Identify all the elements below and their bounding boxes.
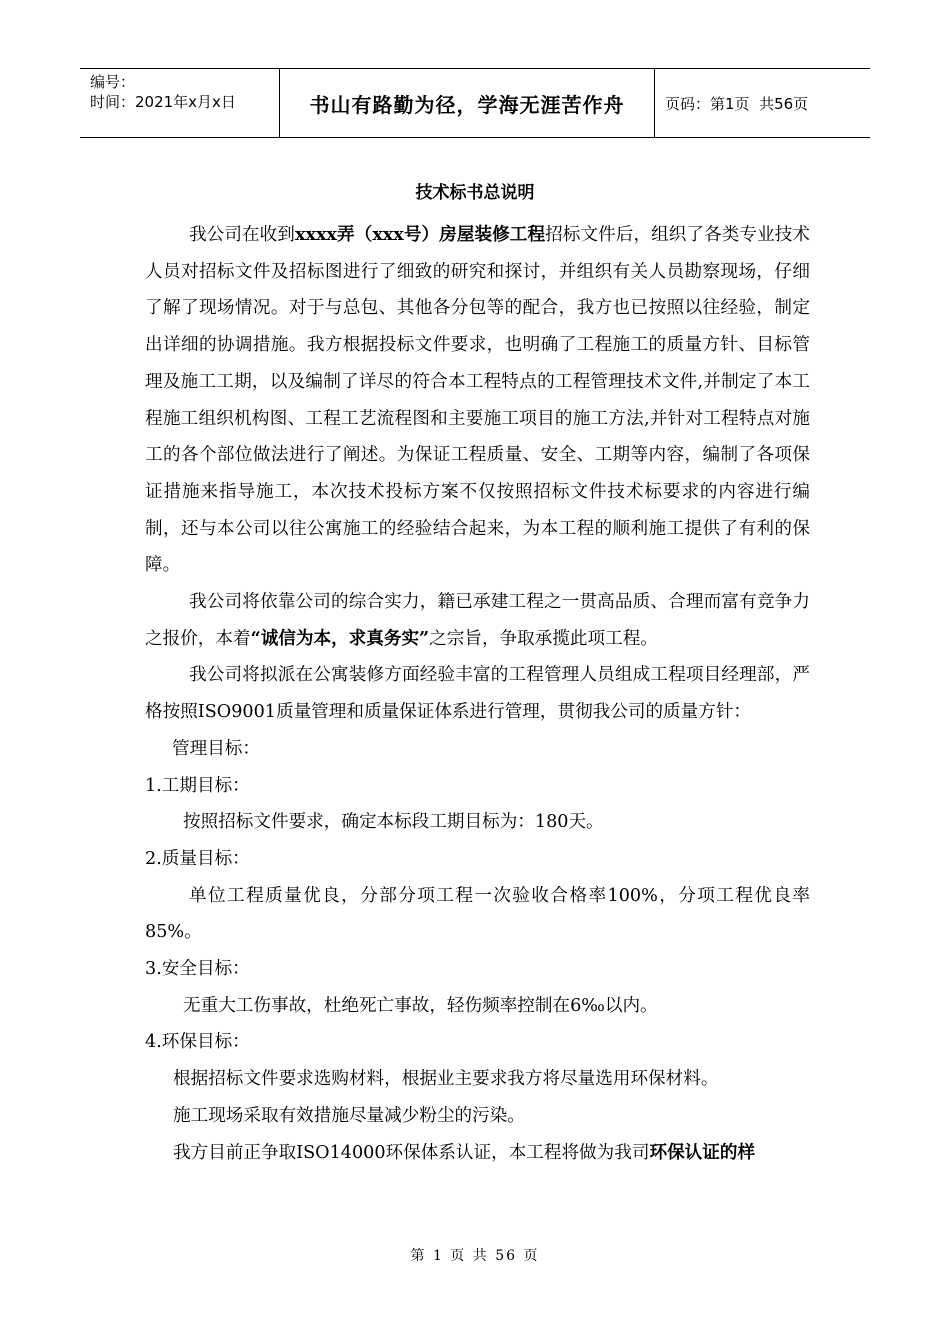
header-meta-cell (80, 69, 280, 137)
document-title: 技术标书总说明 (415, 183, 535, 203)
document-body (145, 217, 810, 1171)
paragraph-intro: 我公司在收到xxxx弄（xxx号）房屋装修工程招标文件后，组织了各类专业技术人员对招标文件及招标图进行了细致的研究和探讨，并组织有关人员勘察现场，仔细了解了现场情况。对于与总包、其他各分包等的配合，我方也已按照以往经验，制定出详细的协调措施。我方根据投标文件要求，也明确了工程施工的质量方针、目标管理及施工工期，以及编制了详尽的符合本工程特点的工程管理技术文件,并制定了本工程施工组织机构图、工程工艺流程图和主要施工项目的施工方法,并针对工程特点对施工的各个部位做法进行了阐述。为保证工程质量、安全、工期等内容，编制了各项保证措施来指导施工，本次技术投标方案不仅按照招标文件技术标要求的内容进行编制，还与本公司以往公寓施工的经验结合起来，为本工程的顺利施工提供了有利的保障。 (145, 224, 810, 576)
page-info: 页码：第1页 共56页 (665, 94, 809, 113)
goal-environment-text-2: 施工现场采取有效措施尽量减少粉尘的污染。 (173, 1105, 525, 1126)
paragraph-commitment: 我公司将依靠公司的综合实力，籍已承建工程之一贯高品质、合理而富有竞争力之报价，本着“诚信为本，求真务实”之宗旨，争取承揽此项工程。 (145, 592, 810, 649)
goal-quality-text: 单位工程质量优良，分部分项工程一次验收合格率100%，分项工程优良率85%。 (145, 885, 810, 943)
goal-environment-text-1: 根据招标文件要求选购材料，根据业主要求我方将尽量选用环保材料。 (173, 1069, 719, 1090)
goals-heading: 管理目标： (172, 738, 260, 759)
project-name: xxxx弄（xxx号）房屋装修工程 (294, 224, 546, 245)
header-motto: 书山有路勤为径，学海无涯苦作舟 (309, 92, 625, 117)
date-line: 时间：2021年x月x日 (90, 93, 236, 111)
header-page-cell (655, 69, 870, 137)
goal-safety-text: 无重大工伤事故，杜绝死亡事故，轻伤频率控制在6‰以内。 (183, 995, 658, 1016)
paragraph-management: 我公司将拟派在公寓装修方面经验丰富的工程管理人员组成工程项目经理部，严格按照ISO9001质量管理和质量保证体系进行管理，贯彻我公司的质量方针： (145, 665, 810, 723)
goal-quality-title: 2.质量目标： (145, 848, 250, 869)
goal-environment-title: 4.环保目标： (145, 1032, 250, 1053)
goal-environment-text-3: 我方目前正争取ISO14000环保体系认证，本工程将做为我司环保认证的样 (173, 1141, 756, 1163)
goal-schedule-text: 按照招标文件要求，确定本标段工期目标为：180天。 (183, 812, 604, 833)
header-motto-cell (280, 69, 655, 137)
company-motto: “诚信为本，求真务实” (250, 627, 430, 649)
goal-schedule-title: 1.工期目标： (145, 775, 250, 796)
page-footer: 第 1 页 共 56 页 (410, 1248, 540, 1264)
document-header (80, 68, 870, 138)
number-label: 编号： (90, 73, 136, 91)
goal-safety-title: 3.安全目标： (145, 959, 250, 980)
